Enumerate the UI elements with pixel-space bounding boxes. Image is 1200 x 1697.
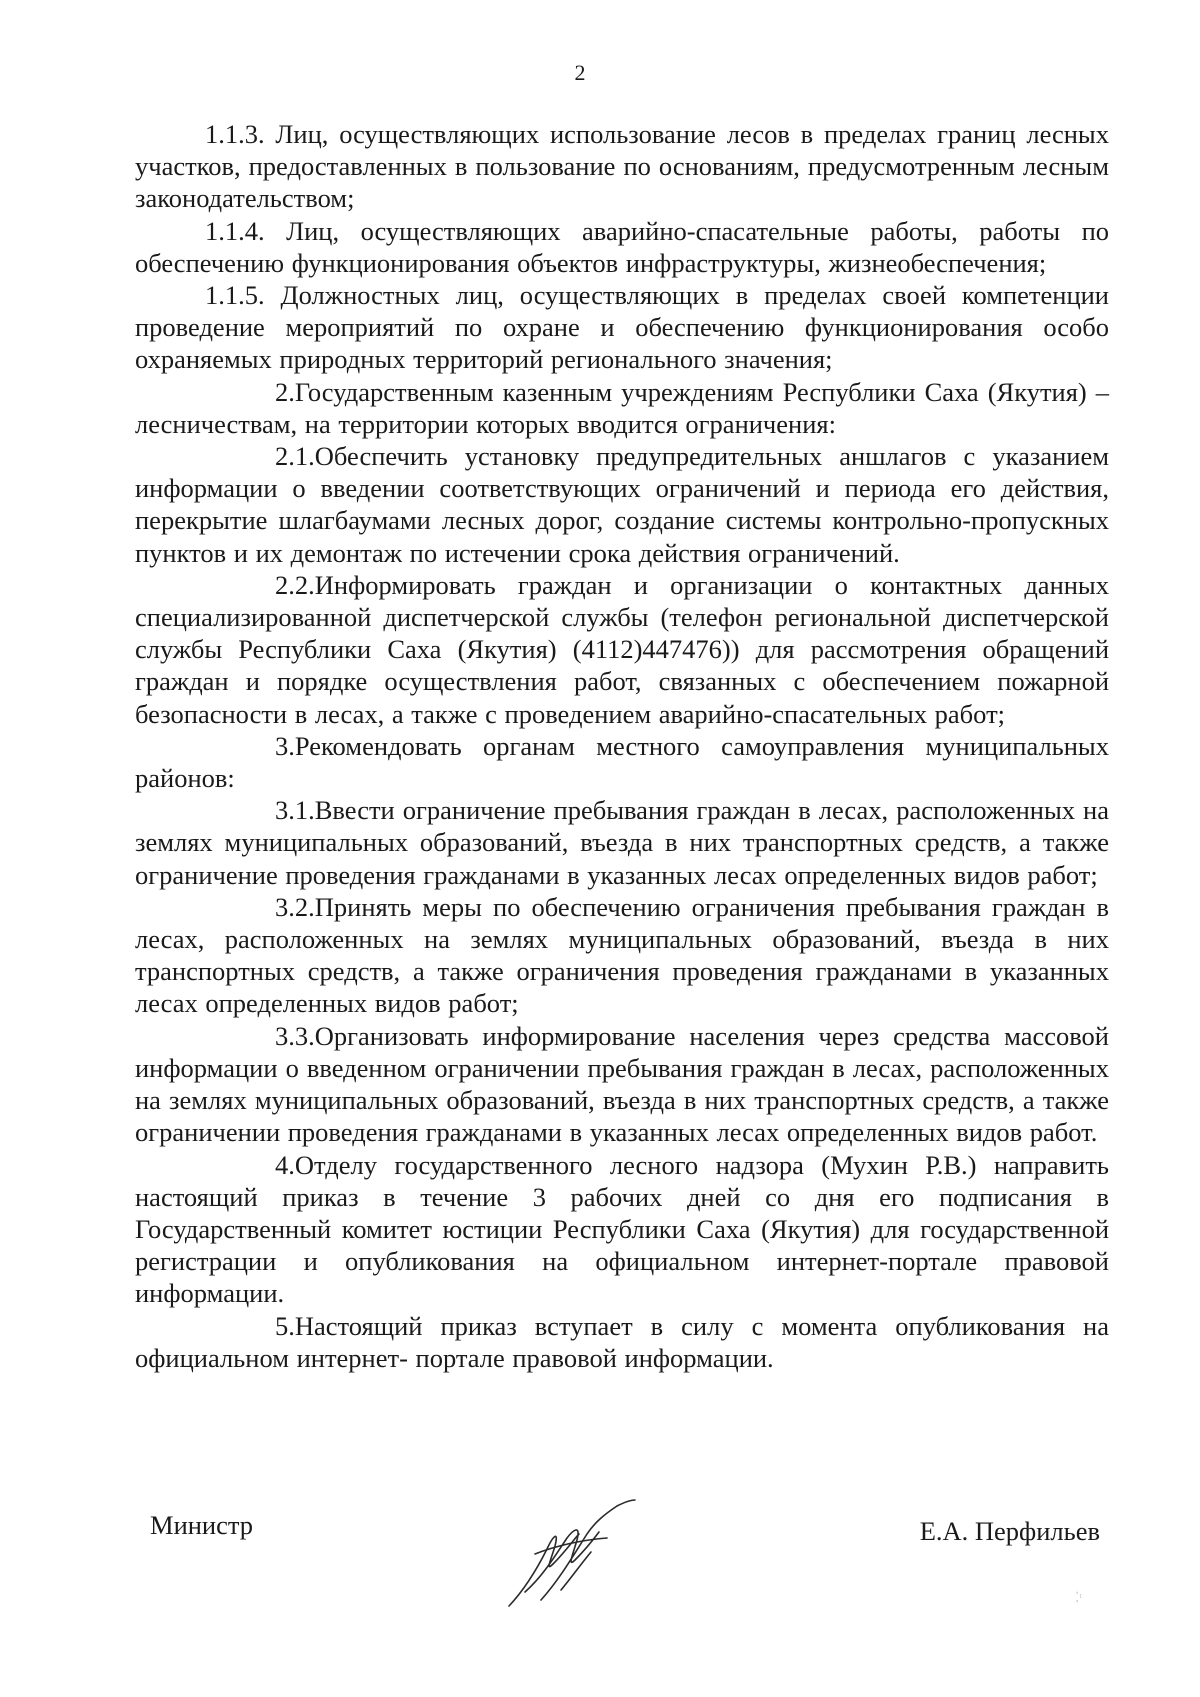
paragraph-number: 2.1.	[275, 441, 315, 472]
signer-position: Министр	[150, 1510, 254, 1540]
paragraph-1-1-3	[135, 118, 1109, 215]
signature-block	[150, 1510, 1100, 1630]
paragraph-text: Отделу государственного лесного надзора (Мухин Р.В.) направить настоящий приказ в течение 3 рабочих дней со дня его подписания в Государственный комитет юстиции Республики Саха (Якутия) для государственной регистрации и опубликования на официальном интернет-портале правовой информации.	[135, 1149, 1109, 1309]
paragraph-3	[135, 730, 1109, 794]
paragraph-text: Рекомендовать органам местного самоуправления муниципальных районов:	[135, 730, 1109, 794]
paragraph-text: 1.1.4. Лиц, осуществляющих аварийно-спасательные работы, работы по обеспечению функционирования объектов инфраструктуры, жизнеобеспечения;	[135, 215, 1109, 278]
paragraph-number: 3.2.	[275, 891, 315, 922]
paragraph-3-1	[135, 794, 1109, 891]
paragraph-number: 2.2.	[275, 569, 315, 600]
paragraph-1-1-5	[135, 279, 1109, 376]
page-number: 2	[574, 60, 586, 85]
paragraph-number: 3.1.	[275, 795, 315, 826]
paragraph-text: Информировать граждан и организации о контактных данных специализированной диспетчерской службы (телефон региональной диспетчерской службы Республики Саха (Якутия) (4112)447476)) для рассмотрения обращений граждан и порядке осуществления работ, связанных с обеспечением пожарной безопасности в лесах, а также с проведением аварийно-спасательных работ;	[135, 569, 1109, 729]
paragraph-text: Принять меры по обеспечению ограничения пребывания граждан в лесах, расположенных на землях муниципальных образований, въезда в них транспортных средств, а также ограничения проведения гражданами в указанных лесах определенных видов работ;	[135, 891, 1109, 1019]
paragraph-3-3	[135, 1020, 1109, 1149]
paragraph-number: 2.	[275, 376, 295, 407]
paragraph-number: 4.	[275, 1149, 295, 1180]
paragraph-5	[135, 1310, 1109, 1374]
paragraph-text: Обеспечить установку предупредительных аншлагов с указанием информации о введении соответствующих ограничений и периода его действия, перекрытие шлагбаумами лесных дорог, создание системы контрольно-пропускных пунктов и их демонтаж по истечении срока действия ограничений.	[135, 441, 1109, 568]
paragraph-2-2	[135, 569, 1109, 730]
paragraph-3-2	[135, 891, 1109, 1020]
paragraph-text: 1.1.5. Должностных лиц, осуществляющих в пределах своей компетенции проведение мероприятий по охране и обеспечению функционирования особо охраняемых природных территорий регионального значения;	[135, 280, 1109, 375]
scan-artifact-mark: ⁚ᶦ	[1075, 1591, 1082, 1606]
paragraph-number: 5.	[275, 1310, 295, 1341]
paragraph-4	[135, 1149, 1109, 1310]
paragraph-text: 1.1.3. Лиц, осуществляющих использование лесов в пределах границ лесных участков, предоставленных в пользование по основаниям, предусмотренным лесным законодательством;	[135, 119, 1109, 214]
paragraph-text: Организовать информирование населения через средства массовой информации о введенном ограничении пребывания граждан в лесах, расположенных на землях муниципальных образований, въезда в них транспортных средств, а также ограничении проведения гражданами в указанных лесах определенных видов работ.	[135, 1020, 1109, 1148]
paragraph-number: 3.3.	[275, 1020, 315, 1051]
handwritten-signature	[495, 1494, 645, 1614]
paragraph-2-1	[135, 440, 1109, 569]
paragraph-text: Настоящий приказ вступает в силу с момента опубликования на официальном интернет- портале правовой информации.	[135, 1310, 1109, 1373]
paragraph-text: Государственным казенным учреждениям Республики Саха (Якутия) – лесничествам, на территории которых вводится ограничения:	[135, 376, 1109, 439]
paragraph-1-1-4	[135, 215, 1109, 279]
paragraph-number: 3.	[275, 730, 295, 761]
paragraph-text: Ввести ограничение пребывания граждан в лесах, расположенных на землях муниципальных образований, въезда в них транспортных средств, а также ограничение проведения гражданами в указанных лесах определенных видов работ;	[135, 795, 1109, 890]
paragraph-2	[135, 376, 1109, 440]
signer-name: Е.А. Перфильев	[919, 1516, 1100, 1546]
document-body	[135, 118, 1109, 1374]
